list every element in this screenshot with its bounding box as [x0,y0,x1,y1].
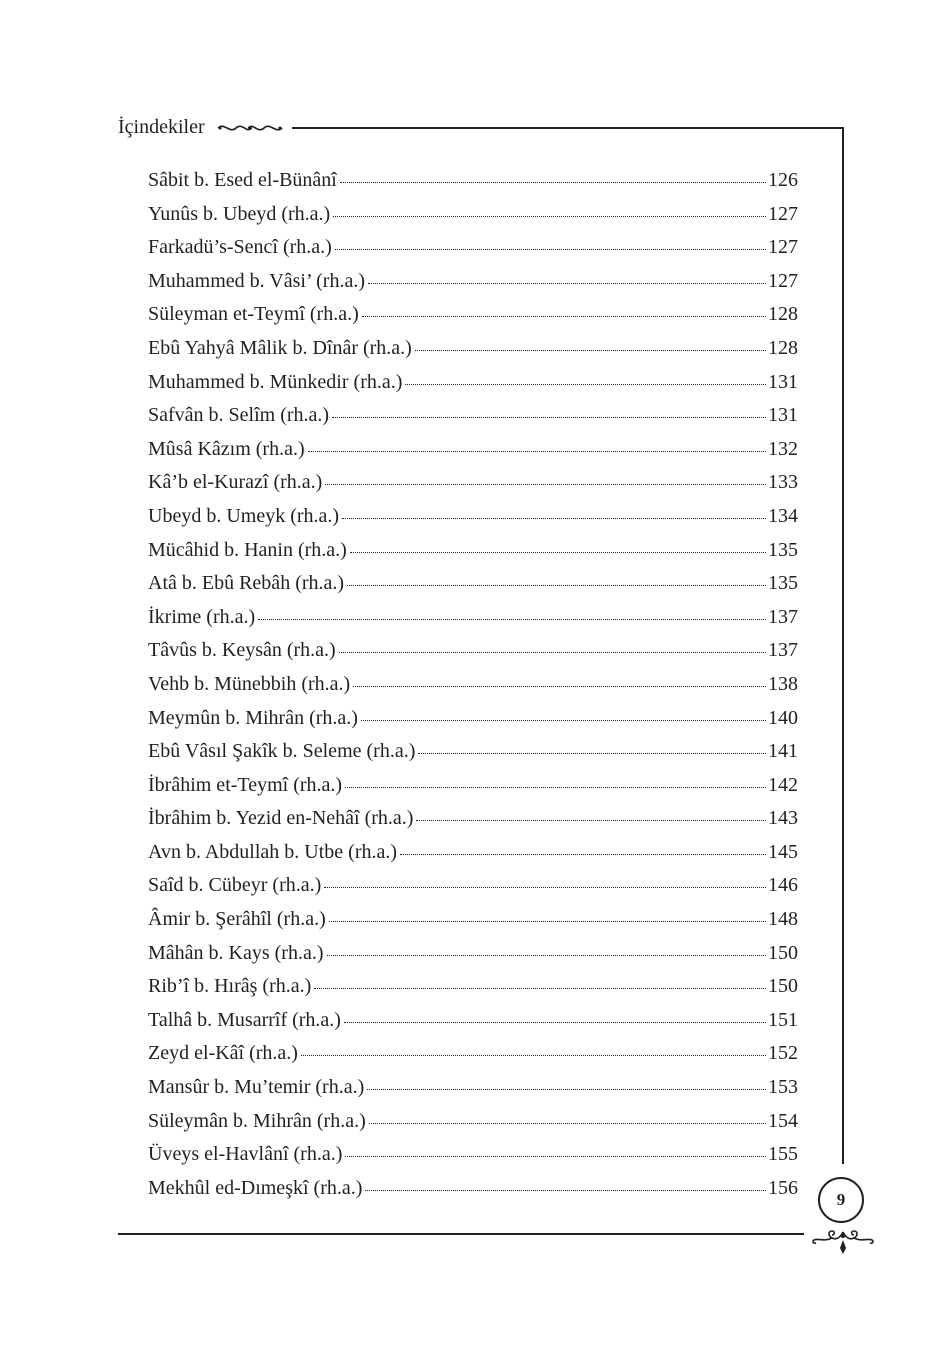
toc-entry-page: 140 [768,706,798,729]
toc-entry [148,203,798,237]
toc-entry-title: İbrâhim b. Yezid en-Nehâî (rh.a.) [148,807,414,830]
section-title: İçindekiler [118,116,205,138]
toc-entry-page: 127 [768,236,798,259]
toc-entry-title: Tâvûs b. Keysân (rh.a.) [148,639,336,662]
dot-leader [345,787,766,788]
toc-entry-title: Meymûn b. Mihrân (rh.a.) [148,706,358,729]
toc-entry-page: 137 [768,605,798,628]
toc-entry-title: Mâhân b. Kays (rh.a.) [148,941,324,964]
toc-entry [148,1009,798,1043]
dot-leader [258,619,766,620]
toc-entry [148,1042,798,1076]
toc-entry-page: 131 [768,404,798,427]
toc-entry-title: Sâbit b. Esed el-Bünânî [148,169,337,191]
toc-entry [148,1177,798,1211]
dot-leader [301,1055,766,1056]
toc-entry-title: Avn b. Abdullah b. Utbe (rh.a.) [148,840,398,863]
toc-entry-page: 151 [768,1008,798,1031]
dot-leader [342,518,766,519]
toc-entry [148,1076,798,1110]
dot-leader [369,1123,766,1124]
toc-entry-page: 142 [768,773,798,796]
toc-entry [148,740,798,774]
toc-entry-page: 148 [768,908,798,931]
table-of-contents [148,169,798,1210]
toc-entry-page: 155 [768,1143,798,1166]
toc-entry-page: 127 [768,202,798,225]
dot-leader [367,1089,766,1090]
toc-entry-page: 126 [768,169,798,191]
dot-leader [335,249,766,250]
dot-leader [418,753,766,754]
dot-leader [332,417,766,418]
dot-leader [327,955,767,956]
toc-entry-page: 152 [768,1042,798,1065]
toc-entry [148,236,798,270]
page-number: 9 [818,1177,864,1223]
toc-entry-page: 145 [768,840,798,863]
toc-entry-title: Vehb b. Münebbih (rh.a.) [148,672,351,695]
toc-entry [148,841,798,875]
dot-leader [344,1022,766,1023]
toc-entry-page: 156 [768,1176,798,1199]
toc-entry-page: 138 [768,672,798,695]
toc-entry [148,471,798,505]
toc-entry [148,774,798,808]
dot-leader [361,720,766,721]
flourish-ornament-icon [216,121,284,135]
dot-leader [415,350,766,351]
toc-entry [148,270,798,304]
toc-entry-page: 143 [768,807,798,830]
dot-leader [314,988,766,989]
toc-entry-title: Safvân b. Selîm (rh.a.) [148,404,330,427]
toc-entry-page: 135 [768,538,798,561]
dot-leader [368,283,766,284]
dot-leader [339,652,766,653]
toc-entry-page: 127 [768,269,798,292]
right-rule [842,127,844,1164]
dot-leader [362,316,766,317]
toc-entry-page: 134 [768,504,798,527]
toc-entry-title: Muhammed b. Vâsi’ (rh.a.) [148,269,365,292]
toc-entry [148,807,798,841]
toc-entry [148,371,798,405]
toc-entry-title: İbrâhim et-Teymî (rh.a.) [148,773,343,796]
toc-entry-title: Yunûs b. Ubeyd (rh.a.) [148,202,331,225]
dot-leader [365,1190,766,1191]
toc-entry [148,606,798,640]
toc-entry-title: Süleymân b. Mihrân (rh.a.) [148,1109,366,1132]
toc-entry-page: 150 [768,941,798,964]
toc-entry-title: Mücâhid b. Hanin (rh.a.) [148,538,347,561]
toc-entry-page: 135 [768,572,798,595]
toc-entry-title: Ebû Vâsıl Şakîk b. Seleme (rh.a.) [148,740,416,763]
toc-entry [148,337,798,371]
dot-leader [308,451,766,452]
toc-entry-page: 128 [768,336,798,359]
toc-entry-page: 132 [768,437,798,460]
bottom-rule [118,1233,804,1235]
dot-leader [324,887,766,888]
toc-entry [148,975,798,1009]
dot-leader [333,216,766,217]
toc-entry-page: 146 [768,874,798,897]
toc-entry [148,673,798,707]
toc-entry-title: Rib’î b. Hırâş (rh.a.) [148,975,312,998]
dot-leader [347,585,766,586]
toc-entry-page: 150 [768,975,798,998]
dot-leader [405,384,766,385]
toc-entry [148,874,798,908]
toc-entry-title: Kâ’b el-Kurazî (rh.a.) [148,471,323,494]
dot-leader [329,921,766,922]
toc-entry-title: Muhammed b. Münkedir (rh.a.) [148,370,403,393]
toc-entry-page: 137 [768,639,798,662]
toc-entry [148,707,798,741]
toc-entry [148,169,798,203]
toc-entry [148,908,798,942]
toc-entry-title: Zeyd el-Kâî (rh.a.) [148,1042,298,1065]
dot-leader [350,552,766,553]
toc-entry-title: Farkadü’s-Sencî (rh.a.) [148,236,332,259]
toc-entry-page: 153 [768,1076,798,1099]
toc-entry-title: Mûsâ Kâzım (rh.a.) [148,437,305,460]
dot-leader [340,182,766,183]
toc-entry [148,404,798,438]
toc-entry [148,639,798,673]
scroll-ornament-icon [810,1228,876,1258]
dot-leader [325,484,766,485]
toc-entry-page: 154 [768,1109,798,1132]
toc-entry-title: Talhâ b. Musarrîf (rh.a.) [148,1008,341,1031]
dot-leader [416,820,766,821]
toc-entry-page: 128 [768,303,798,326]
toc-entry [148,1143,798,1177]
toc-entry-title: Süleyman et-Teymî (rh.a.) [148,303,359,326]
toc-entry-title: İkrime (rh.a.) [148,605,256,628]
toc-entry-title: Ubeyd b. Umeyk (rh.a.) [148,504,340,527]
toc-entry-title: Mekhûl ed-Dımeşkî (rh.a.) [148,1176,363,1199]
toc-entry-page: 133 [768,471,798,494]
toc-entry-page: 141 [768,740,798,763]
toc-entry-title: Mansûr b. Mu’temir (rh.a.) [148,1076,365,1099]
dot-leader [345,1156,766,1157]
top-rule [292,127,844,129]
toc-entry-title: Saîd b. Cübeyr (rh.a.) [148,874,322,897]
toc-entry-title: Ebû Yahyâ Mâlik b. Dînâr (rh.a.) [148,336,412,359]
toc-entry [148,572,798,606]
toc-entry-title: Atâ b. Ebû Rebâh (rh.a.) [148,572,345,595]
toc-entry [148,539,798,573]
toc-entry [148,438,798,472]
dot-leader [400,854,766,855]
toc-entry [148,505,798,539]
toc-entry-title: Âmir b. Şerâhîl (rh.a.) [148,908,326,931]
toc-entry-page: 131 [768,370,798,393]
toc-entry [148,303,798,337]
toc-entry [148,942,798,976]
dot-leader [353,686,766,687]
toc-entry-title: Üveys el-Havlânî (rh.a.) [148,1143,343,1166]
toc-entry [148,1110,798,1144]
